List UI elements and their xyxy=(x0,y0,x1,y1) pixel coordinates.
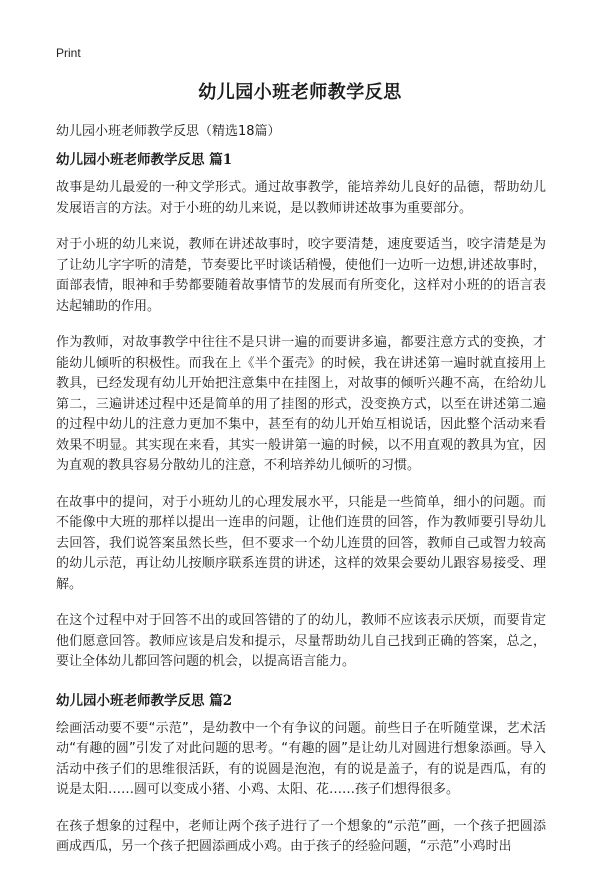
page-title: 幼儿园小班老师教学反思 xyxy=(198,82,402,103)
paragraph: 在孩子想象的过程中，老师让两个孩子进行了一个想象的“示范”画，一个孩子把圆添画成西瓜，另一个孩子把圆添画成小鸡。由于孩子的经验问题，“示范”小鸡时出 xyxy=(56,818,546,854)
print-link[interactable]: Print xyxy=(56,46,81,60)
section-1 xyxy=(56,148,546,673)
paragraph: 对于小班的幼儿来说，教师在讲述故事时，咬字要清楚，速度要适当，咬字清楚是为了让幼儿字字听的清楚，节奏要比平时谈话稍慢，使他们一边听一边想,讲述故事时，面部表情，眼神和手势都要随着故事情节的发展而有所变化，这样对小班的的语言表达起辅助的作用。 xyxy=(56,237,546,314)
paragraph: 故事是幼儿最爱的一种文学形式。通过故事教学，能培养幼儿良好的品德，帮助幼儿发展语言的方法。对于小班的幼儿来说，是以教师讲述故事为重要部分。 xyxy=(56,180,546,216)
section-heading: 幼儿园小班老师教学反思 篇2 xyxy=(56,692,233,709)
section-heading: 幼儿园小班老师教学反思 篇1 xyxy=(56,152,233,168)
paragraph: 在这个过程中对于回答不出的或回答错的了的幼儿，教师不应该表示厌烦，而要肯定他们愿意回答。教师应该是启发和提示，尽量帮助幼儿自己找到正确的答案，总之，要让全体幼儿都回答问题的机会，以提高语言能力。 xyxy=(56,613,546,669)
section-2 xyxy=(56,689,546,858)
paragraph: 作为教师，对故事教学中往往不是只讲一遍的而要讲多遍，都要注意方式的变换，才能幼儿倾听的积极性。而我在上《半个蛋壳》的时候，我在讲述第一遍时就直接用上教具，已经发现有幼儿开始把注意集中在挂图上，对故事的倾听兴趣不高，在给幼儿第二，三遍讲述过程中还是简单的用了挂图的形式，没变换方式，以至在讲述第二遍的过程中幼儿的注意力更加不集中，甚至有的幼儿开始互相说话，因此整个活动来看效果不明显。其实现在来看，其实一般讲第一遍的时候，以不用直观的教具为宜，因为直观的教具容易分散幼儿的注意，不利培养幼儿倾听的习惯。 xyxy=(56,335,546,473)
paragraph: 在故事中的提问，对于小班幼儿的心理发展水平，只能是一些简单，细小的问题。而不能像中大班的那样以提出一连串的问题，让他们连贯的回答，作为教师要引导幼儿去回答，我们说答案虽然长些，但不要求一个幼儿连贯的回答，教师自己或智力较高的幼儿示范，再让幼儿按顺序联系连贯的讲述，这样的效果会要幼儿跟容易接受、理解。 xyxy=(56,494,546,592)
document-subtitle: 幼儿园小班老师教学反思（精选18篇） xyxy=(56,124,281,139)
document-body xyxy=(56,148,546,874)
paragraph: 绘画活动要不要“示范”，是幼教中一个有争议的问题。前些日子在听随堂课，艺术活动“有趣的圆”引发了对此问题的思考。“有趣的圆”是让幼儿对圆进行想象添画。导入活动中孩子们的思维很活跃，有的说圆是泡泡，有的说是盖子，有的说是西瓜，有的说是太阳……圆可以变成小猪、小鸡、太阳、花……孩子们想得很多。 xyxy=(56,720,546,797)
